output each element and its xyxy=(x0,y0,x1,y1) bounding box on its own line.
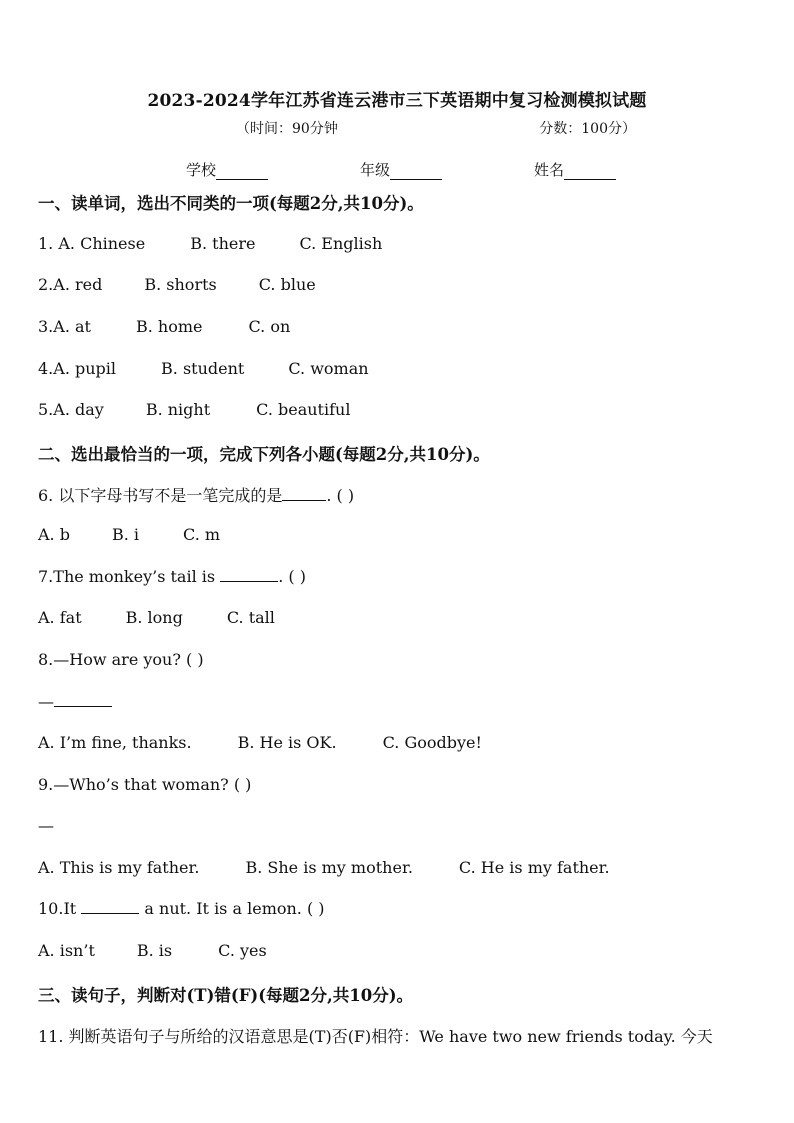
time-limit: （时间：90分钟 xyxy=(236,121,338,137)
q7-option-c[interactable]: C. tall xyxy=(226,608,275,627)
grade-field[interactable]: 年级 xyxy=(360,159,442,180)
question-8-options xyxy=(38,733,482,752)
question-6: 6. 以下字母书写不是一笔完成的是 . ( ) xyxy=(38,486,355,505)
q8-option-c[interactable]: C. Goodbye! xyxy=(382,733,482,752)
q8-answer-blank[interactable] xyxy=(54,692,112,707)
student-info-row xyxy=(186,159,616,180)
question-1: 1. A. Chinese B. there C. English xyxy=(38,234,383,253)
section2-heading: 二、选出最恰当的一项，完成下列各小题(每题2分,共10分)。 xyxy=(38,445,490,464)
question-7: 7.The monkey’s tail is . ( ) xyxy=(38,567,306,586)
q3-option-c[interactable]: C. on xyxy=(248,317,291,336)
q1-option-a[interactable]: A. Chinese xyxy=(58,234,146,253)
question-9-reply: — xyxy=(38,816,54,835)
q5-option-c[interactable]: C. beautiful xyxy=(256,400,351,419)
q4-option-c[interactable]: C. woman xyxy=(288,359,369,378)
q5-option-b[interactable]: B. night xyxy=(145,400,211,419)
q7-answer-blank[interactable] xyxy=(220,567,278,582)
question-2: 2.A. red B. shorts C. blue xyxy=(38,275,316,294)
q2-option-c[interactable]: C. blue xyxy=(258,275,316,294)
question-10-options xyxy=(38,941,267,960)
q7-option-b[interactable]: B. long xyxy=(125,608,183,627)
question-6-options xyxy=(38,525,220,544)
question-4: 4.A. pupil B. student C. woman xyxy=(38,359,369,378)
q10-answer-blank[interactable] xyxy=(81,899,139,914)
q3-option-b[interactable]: B. home xyxy=(135,317,203,336)
question-11: 11. 判断英语句子与所给的汉语意思是(T)否(F)相符：We have two new friends today. 今天 xyxy=(38,1027,713,1046)
question-5: 5.A. day B. night C. beautiful xyxy=(38,400,351,419)
grade-blank[interactable] xyxy=(390,165,442,180)
name-blank[interactable] xyxy=(564,165,616,180)
exam-subtitle xyxy=(236,118,636,138)
question-8: 8.—How are you? ( ) xyxy=(38,650,204,669)
q8-option-b[interactable]: B. He is OK. xyxy=(237,733,337,752)
q10-option-a[interactable]: A. isn’t xyxy=(38,941,95,960)
question-9-options xyxy=(38,858,610,877)
question-10: 10.It a nut. It is a lemon. ( ) xyxy=(38,899,325,918)
school-blank[interactable] xyxy=(216,165,268,180)
question-7-options xyxy=(38,608,275,627)
section1-heading: 一、读单词，选出不同类的一项(每题2分,共10分)。 xyxy=(38,194,424,213)
q9-option-a[interactable]: A. This is my father. xyxy=(38,858,200,877)
q9-option-c[interactable]: C. He is my father. xyxy=(458,858,610,877)
q1-option-c[interactable]: C. English xyxy=(299,234,383,253)
q6-option-a[interactable]: A. b xyxy=(38,525,70,544)
name-field[interactable]: 姓名 xyxy=(534,159,616,180)
q4-option-a[interactable]: A. pupil xyxy=(53,359,117,378)
question-3: 3.A. at B. home C. on xyxy=(38,317,291,336)
q3-option-a[interactable]: A. at xyxy=(53,317,91,336)
q6-option-b[interactable]: B. i xyxy=(111,525,140,544)
section3-heading: 三、读句子，判断对(T)错(F)(每题2分,共10分)。 xyxy=(38,986,414,1005)
school-field[interactable]: 学校 xyxy=(186,159,268,180)
q7-option-a[interactable]: A. fat xyxy=(38,608,82,627)
question-8-reply: — xyxy=(38,692,112,711)
q5-option-a[interactable]: A. day xyxy=(53,400,104,419)
q8-option-a[interactable]: A. I’m fine, thanks. xyxy=(38,733,192,752)
q6-option-c[interactable]: C. m xyxy=(183,525,221,544)
q2-option-b[interactable]: B. shorts xyxy=(144,275,217,294)
q6-answer-blank[interactable] xyxy=(282,486,326,501)
question-9: 9.—Who’s that woman? ( ) xyxy=(38,775,252,794)
q2-option-a[interactable]: A. red xyxy=(53,275,103,294)
total-score: 分数：100分） xyxy=(539,121,636,137)
q9-option-b[interactable]: B. She is my mother. xyxy=(245,858,413,877)
page-title: 2023-2024学年江苏省连云港市三下英语期中复习检测模拟试题 xyxy=(147,91,647,111)
q10-option-c[interactable]: C. yes xyxy=(218,941,267,960)
q1-option-b[interactable]: B. there xyxy=(190,234,256,253)
q4-option-b[interactable]: B. student xyxy=(161,359,245,378)
q10-option-b[interactable]: B. is xyxy=(136,941,173,960)
